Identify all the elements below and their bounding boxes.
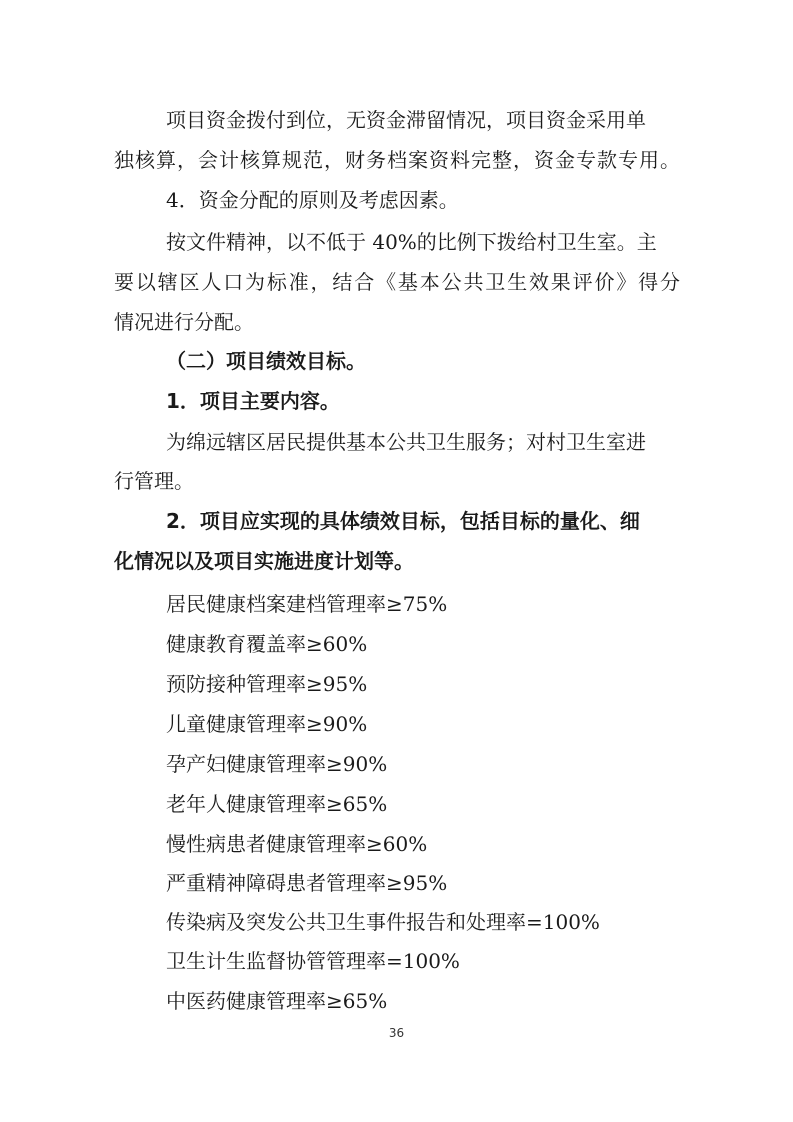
target-item: 传染病及突发公共卫生事件报告和处理率=100% <box>166 910 600 934</box>
paragraph-allocation-line2: 要以辖区人口为标准，结合《基本公共卫生效果评价》得分 <box>114 270 680 294</box>
target-item: 居民健康档案建档管理率≥75% <box>166 592 448 616</box>
target-item: 卫生计生监督协管管理率=100% <box>166 949 460 973</box>
paragraph-allocation-line3: 情况进行分配。 <box>114 310 254 334</box>
sub-2-heading-line2: 化情况以及项目实施进度计划等。 <box>114 549 414 573</box>
target-item: 预防接种管理率≥95% <box>166 672 368 696</box>
paragraph-fund-line2: 独核算，会计核算规范，财务档案资料完整，资金专款专用。 <box>114 148 680 172</box>
paragraph-content-line2: 行管理。 <box>114 469 194 493</box>
target-item: 孕产妇健康管理率≥90% <box>166 752 388 776</box>
target-item: 健康教育覆盖率≥60% <box>166 632 368 656</box>
target-item: 严重精神障碍患者管理率≥95% <box>166 871 448 895</box>
paragraph-content-line1: 为绵远辖区居民提供基本公共卫生服务；对村卫生室进 <box>166 430 646 454</box>
target-item: 慢性病患者健康管理率≥60% <box>166 832 428 856</box>
target-item: 老年人健康管理率≥65% <box>166 792 388 816</box>
sub-1-heading: 1．项目主要内容。 <box>166 389 340 413</box>
target-item: 儿童健康管理率≥90% <box>166 712 368 736</box>
target-item: 中医药健康管理率≥65% <box>166 989 388 1013</box>
section-2-heading: （二）项目绩效目标。 <box>166 349 366 373</box>
paragraph-fund-line1: 项目资金拨付到位，无资金滞留情况，项目资金采用单 <box>166 108 646 132</box>
sub-2-heading-line1: 2．项目应实现的具体绩效目标，包括目标的量化、细 <box>166 509 640 533</box>
paragraph-allocation-line1: 按文件精神，以不低于 40%的比例下拨给村卫生室。主 <box>166 230 657 254</box>
item-4-heading: 4．资金分配的原则及考虑因素。 <box>166 188 459 212</box>
page-number: 36 <box>388 1026 405 1040</box>
